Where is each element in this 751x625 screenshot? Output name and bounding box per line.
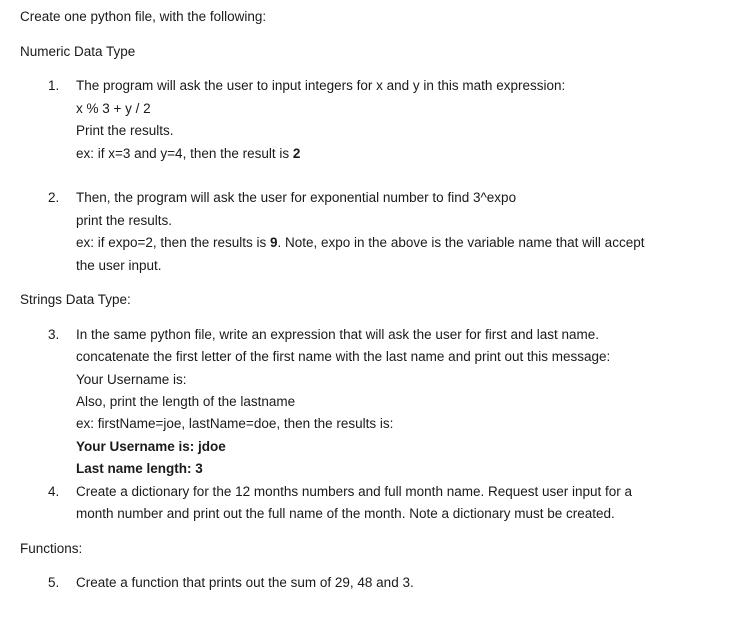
intro-text: Create one python file, with the following: [20,9,267,24]
item-3-line-2: concatenate the first letter of the first name with the last name and print out this message: [76,349,611,364]
item-3-line-1: In the same python file, write an expression that will ask the user for first and last name. [76,327,599,342]
item-1-line-1: The program will ask the user to input integers for x and y in this math expression: [76,78,566,93]
item-1-example-text: ex: if x=3 and y=4, then the result is [76,146,293,161]
item-4-number: 4. [48,484,60,499]
item-1-expression: x % 3 + y / 2 [76,101,151,116]
item-2-line-1: Then, the program will ask the user for exponential number to find 3^expo [76,190,517,205]
item-2-line-3 [76,234,644,252]
item-3-number: 3. [48,327,60,342]
item-3-line-4: Also, print the length of the lastname [76,394,296,409]
item-4-line-2: month number and print out the full name of the month. Note a dictionary must be created. [76,506,615,521]
item-3-line-7: Last name length: 3 [76,461,203,476]
item-1-line-3: Print the results. [76,123,174,138]
item-3-line-5: ex: firstName=joe, lastName=doe, then the results is: [76,416,394,431]
item-2-line-3-bold: 9 [269,235,278,250]
heading-numeric: Numeric Data Type [20,44,136,59]
item-2-line-2: print the results. [76,213,173,228]
item-3-line-6: Your Username is: jdoe [76,439,226,454]
item-2-line-3-suffix: . Note, expo in the above is the variable name that will accept [277,235,645,250]
item-1-example-result: 2 [292,146,301,161]
item-2-number: 2. [48,190,60,205]
heading-functions: Functions: [20,541,83,556]
item-2-line-4: the user input. [76,258,162,273]
item-1-example [76,145,300,163]
item-1-number: 1. [48,78,60,93]
heading-strings: Strings Data Type: [20,292,131,307]
item-4-line-1: Create a dictionary for the 12 months numbers and full month name. Request user input for a [76,484,633,499]
item-3-line-3: Your Username is: [76,372,187,387]
item-5-number: 5. [48,575,60,590]
item-2-line-3-prefix: ex: if expo=2, then the results is [76,235,270,250]
item-5-line-1: Create a function that prints out the sum of 29, 48 and 3. [76,575,414,590]
